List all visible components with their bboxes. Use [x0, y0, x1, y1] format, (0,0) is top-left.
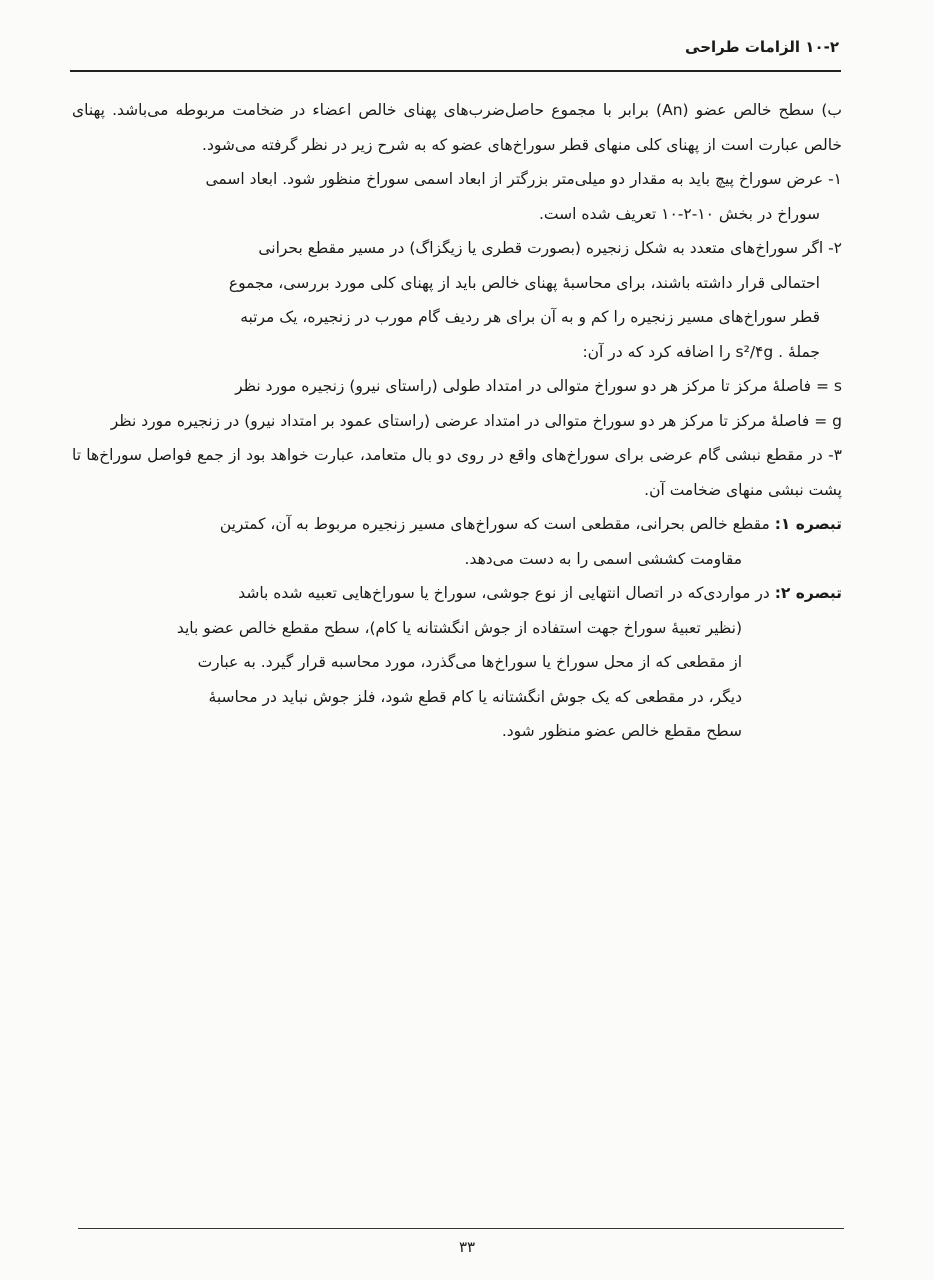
note-1-line-2: مقاومت کششی اسمی را به دست می‌دهد. [464, 549, 742, 568]
note-2-line-2: (نظیر تعبیهٔ سوراخ جهت استفاده از جوش انگشتانه یا کام)، سطح مقطع خالص عضو باید [176, 618, 742, 637]
item-1-line-1: ۱- عرض سوراخ پیچ باید به مقدار دو میلی‌متر بزرگتر از ابعاد اسمی سوراخ منظور شود. ابعاد اسمی [205, 170, 842, 188]
section-header: ۱۰-۲ الزامات طراحی [685, 38, 839, 56]
item-2-line-4: جملهٔ . s²/۴g را اضافه کرد که در آن: [582, 342, 820, 361]
item-1-line-2: سوراخ در بخش ۱۰-۲-۱۰ تعریف شده است. [538, 204, 820, 223]
item-2-line-1: ۲- اگر سوراخ‌های متعدد به شکل زنجیره (بصورت قطری یا زیگزاگ) در مسیر مقطع بحرانی [258, 239, 842, 257]
note-1-line-1 [72, 507, 842, 542]
item-3: ۳- در مقطع نبشی گام عرضی برای سوراخ‌های واقع در روی دو بال متعامد، عبارت خواهد بود از جمع فواصل سوراخ‌ها تا پشت نبشی منهای ضخامت آن. [72, 446, 842, 499]
header-divider [70, 70, 841, 72]
footer-divider [78, 1228, 844, 1229]
note-2-line-5: سطح مقطع خالص عضو منظور شود. [501, 722, 742, 740]
note-2-line-1 [72, 576, 842, 611]
definition-s: s = فاصلهٔ مرکز تا مرکز هر دو سوراخ متوالی در امتداد طولی (راستای نیرو) زنجیره مورد نظر [235, 377, 842, 395]
paragraph-b: ب) سطح خالص عضو (An) برابر با مجموع حاصل‌ضرب‌های پهنای خالص اعضاء در ضخامت مربوطه می‌باشد. پهنای خالص عبارت است از پهنای کلی منهای قطر سوراخ‌های عضو که به شرح زیر در نظر گرفته می‌شود. [72, 101, 842, 154]
item-2-line-2: احتمالی قرار داشته باشند، برای محاسبهٔ پهنای خالص باید از پهنای کلی مورد بررسی، مجموع [228, 273, 820, 292]
note-2-line-3: از مقطعی که از محل سوراخ یا سوراخ‌ها می‌گذرد، مورد محاسبه قرار گیرد. به عبارت [197, 653, 742, 671]
note-1-text: مقطع خالص بحرانی، مقطعی است که سوراخ‌های مسیر زنجیره مربوط به آن، کمترین [219, 515, 770, 533]
body-text [72, 93, 842, 749]
note-2-line-4: دیگر، در مقطعی که یک جوش انگشتانه یا کام قطع شود، فلز جوش نباید در محاسبهٔ [208, 687, 742, 706]
note-2-text: در مواردی‌که در اتصال انتهایی از نوع جوشی، سوراخ یا سوراخ‌هایی تعبیه شده باشد [238, 584, 770, 602]
definition-g: g = فاصلهٔ مرکز تا مرکز هر دو سوراخ متوالی در امتداد عرضی (راستای عمود بر امتداد نیرو) در زنجیره مورد نظر [110, 411, 842, 430]
item-2-line-3: قطر سوراخ‌های مسیر زنجیره را کم و به آن برای هر ردیف گام مورب در زنجیره، یک مرتبه [240, 308, 820, 326]
page-number: ۳۳ [458, 1238, 476, 1256]
note-2-label: تبصره ۲: [774, 584, 842, 602]
note-1-label: تبصره ۱: [774, 515, 842, 533]
